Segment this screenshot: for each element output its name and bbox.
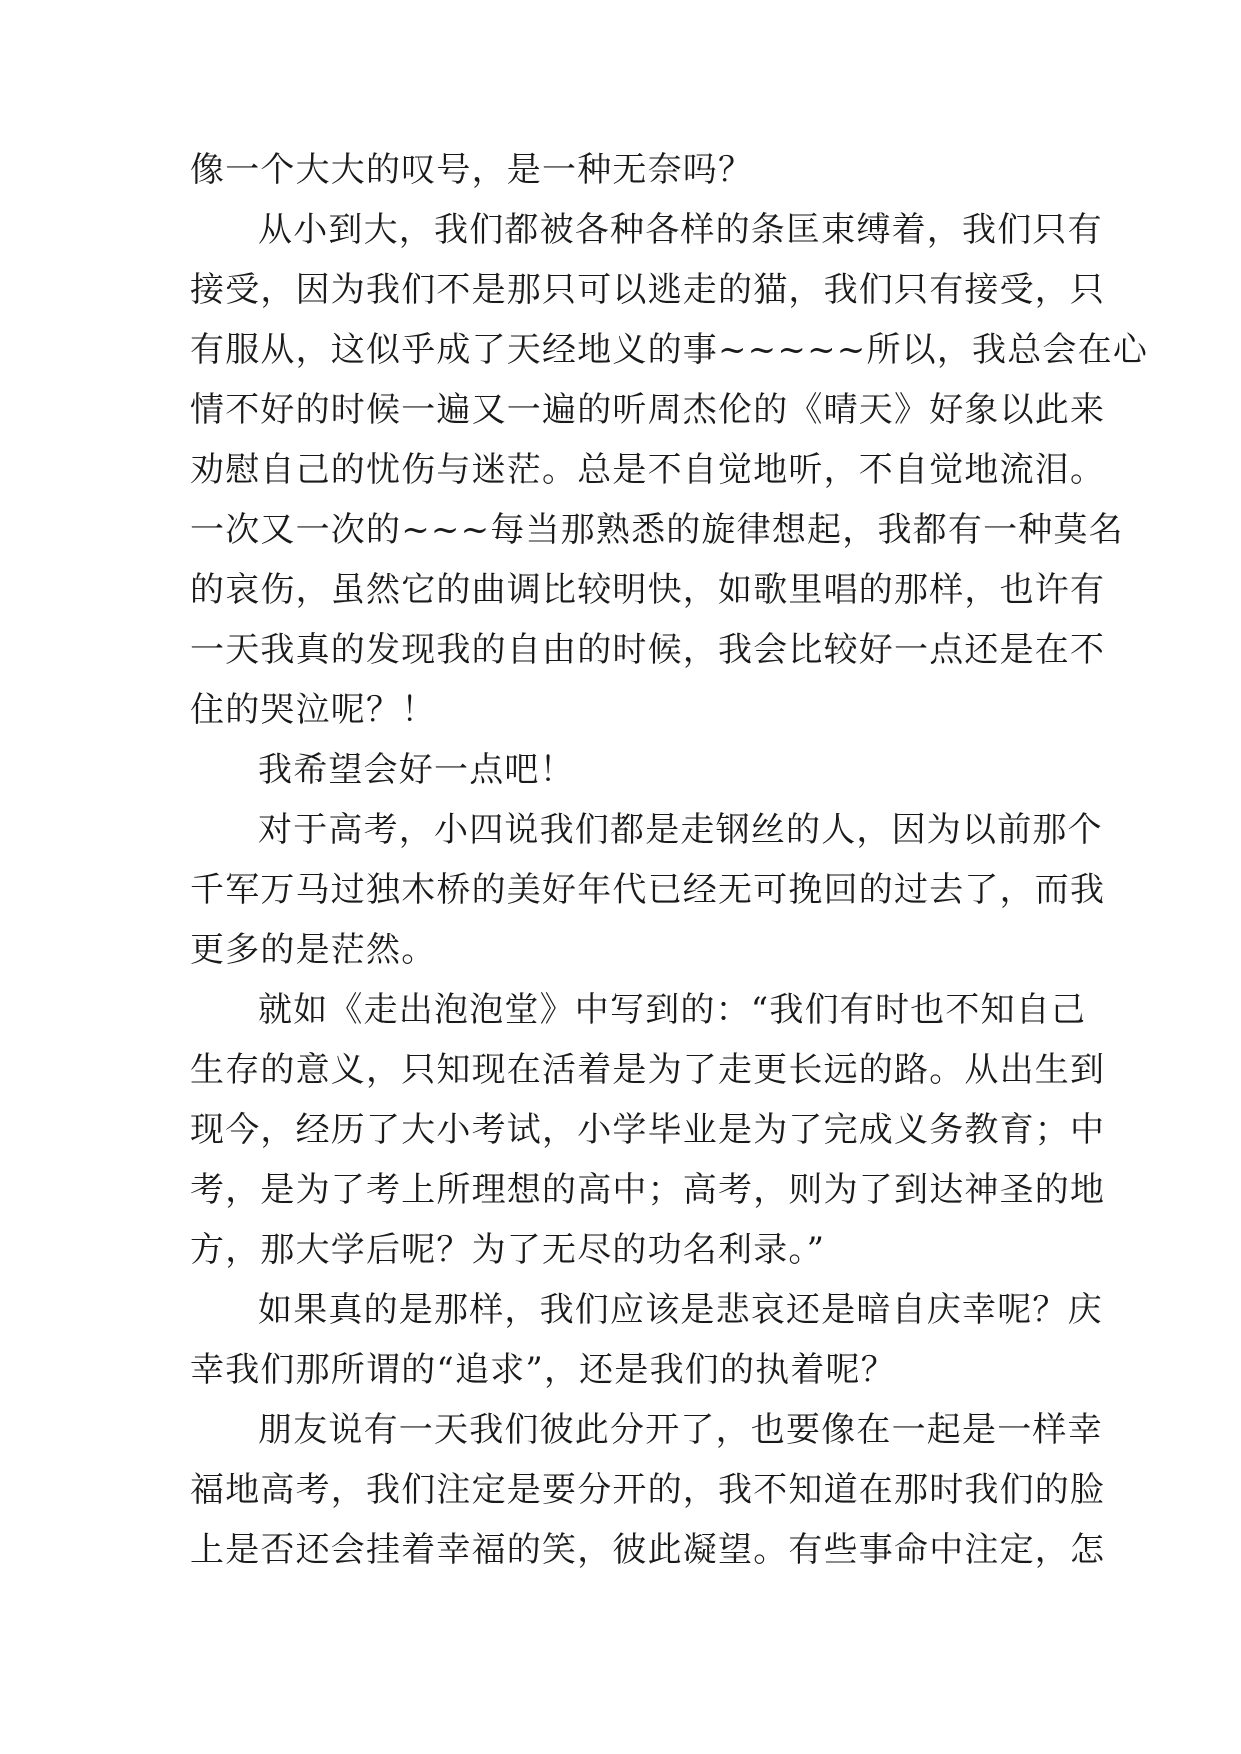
paragraph-start-line: 就如《走出泡泡堂》中写到的：“我们有时也不知自己 xyxy=(258,990,1087,1030)
text-line: 更多的是茫然。 xyxy=(190,930,437,970)
text-line: 考，是为了考上所理想的高中；高考，则为了到达神圣的地 xyxy=(190,1170,1106,1210)
text-line: 幸我们那所谓的“追求”，还是我们的执着呢？ xyxy=(190,1350,896,1390)
text-line: 情不好的时候一遍又一遍的听周杰伦的《晴天》好象以此来 xyxy=(190,390,1106,430)
text-line: 福地高考，我们注定是要分开的，我不知道在那时我们的脸 xyxy=(190,1470,1106,1510)
text-line: 的哀伤，虽然它的曲调比较明快，如歌里唱的那样，也许有 xyxy=(190,570,1106,610)
text-line: 一次又一次的~~~每当那熟悉的旋律想起，我都有一种莫名 xyxy=(190,510,1124,550)
paragraph-start-line: 如果真的是那样，我们应该是悲哀还是暗自庆幸呢？庆 xyxy=(258,1290,1103,1330)
text-line: 现今，经历了大小考试，小学毕业是为了完成义务教育；中 xyxy=(190,1110,1106,1150)
text-line: 一天我真的发现我的自由的时候，我会比较好一点还是在不 xyxy=(190,630,1106,670)
text-line: 住的哭泣呢？！ xyxy=(190,690,437,730)
text-line: 劝慰自己的忧伤与迷茫。总是不自觉地听，不自觉地流泪。 xyxy=(190,450,1106,490)
paragraph-start-line: 对于高考，小四说我们都是走钢丝的人，因为以前那个 xyxy=(258,810,1103,850)
text-line: 接受，因为我们不是那只可以逃走的猫，我们只有接受，只 xyxy=(190,270,1106,310)
paragraph-start-line: 我希望会好一点吧！ xyxy=(258,750,575,790)
text-line: 像一个大大的叹号，是一种无奈吗？ xyxy=(190,150,754,190)
paragraph-start-line: 从小到大，我们都被各种各样的条匡束缚着，我们只有 xyxy=(258,210,1103,250)
text-line: 方，那大学后呢？为了无尽的功名利录。” xyxy=(190,1230,826,1270)
text-line: 生存的意义，只知现在活着是为了走更长远的路。从出生到 xyxy=(190,1050,1106,1090)
text-line: 千军万马过独木桥的美好年代已经无可挽回的过去了，而我 xyxy=(190,870,1106,910)
text-line: 有服从，这似乎成了天经地义的事~~~~~所以，我总会在心 xyxy=(190,330,1149,370)
text-line: 上是否还会挂着幸福的笑，彼此凝望。有些事命中注定，怎 xyxy=(190,1530,1106,1570)
paragraph-start-line: 朋友说有一天我们彼此分开了，也要像在一起是一样幸 xyxy=(258,1410,1103,1450)
